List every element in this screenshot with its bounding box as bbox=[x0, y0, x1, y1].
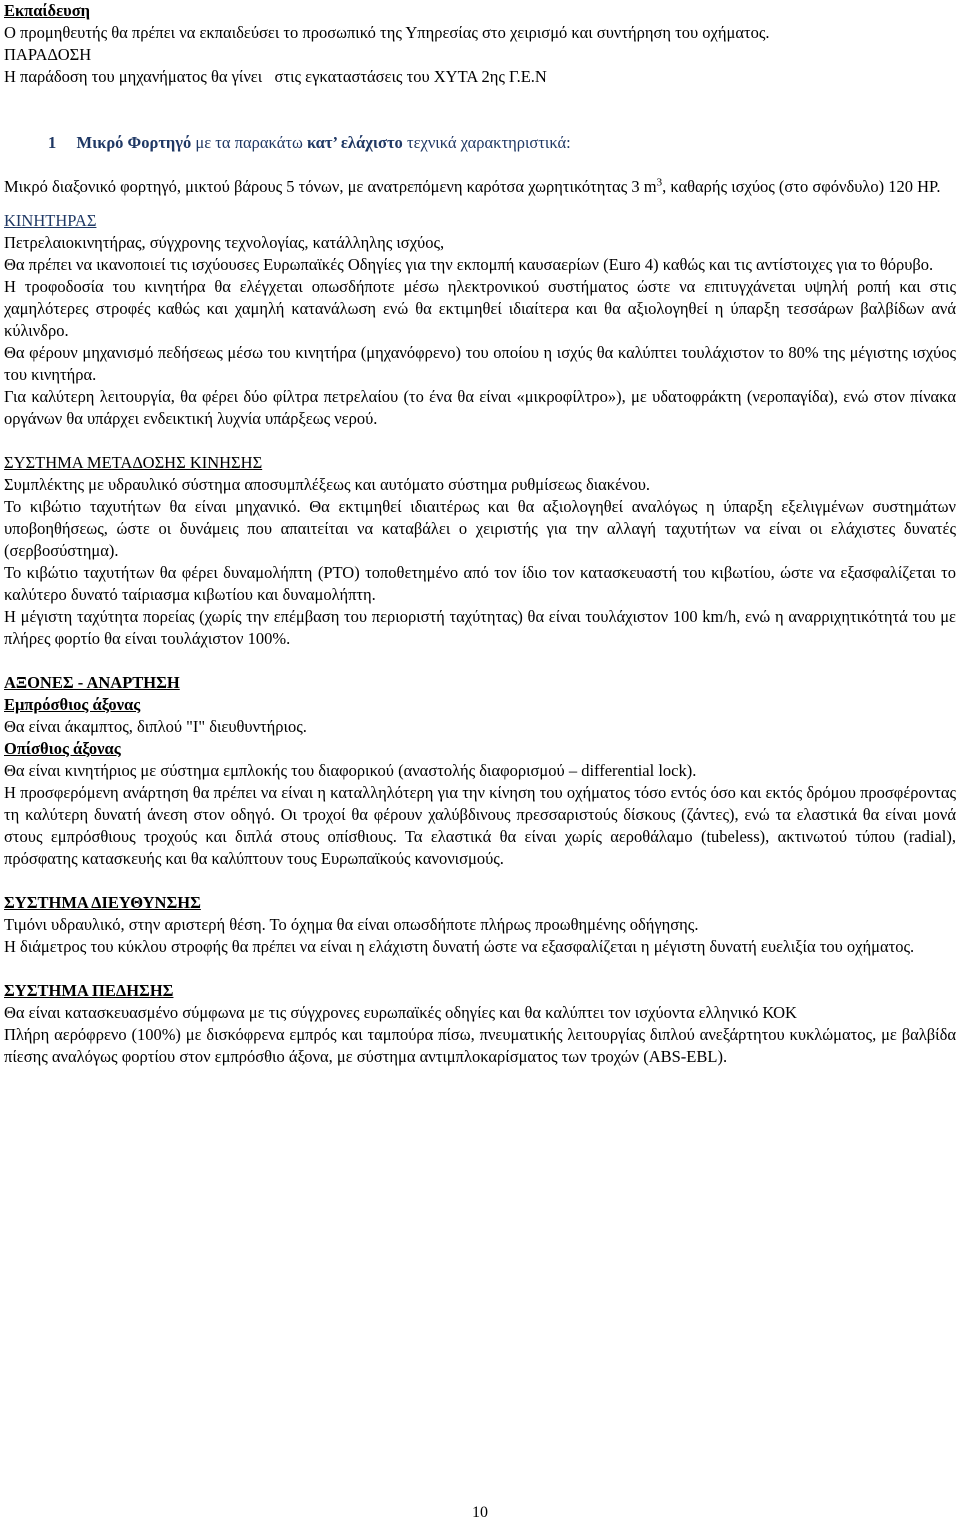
engine-p4: Θα φέρουν μηχανισμό πεδήσεως μέσω του κινητήρα (μηχανόφρενο) του οποίου η ισχύς θα καλύπτει τουλάχιστον το 80% της μέγιστης ισχύος του κινητήρα. bbox=[4, 343, 956, 384]
engine-heading: ΚΙΝΗΤΗΡΑΣ bbox=[4, 211, 97, 230]
item-number: 1 bbox=[48, 133, 57, 152]
rear-axle-text-1: Θα είναι κινητήριος με σύστημα εμπλοκής του διαφορικού (αναστολής διαφορισμού – differential lock). bbox=[4, 761, 697, 780]
engine-p2: Θα πρέπει να ικανοποιεί τις ισχύουσες Ευρωπαϊκές Οδηγίες για την εκπομπή καυσαερίων (Euro 4) καθώς και τις αντίστοιχες για το θόρυβο. bbox=[4, 255, 934, 274]
brakes-p2: Πλήρη αερόφρενο (100%) με δισκόφρενα εμπρός και ταμπούρα πίσω, πνευματικής λειτουργίας διπλού ανεξάρτητου κυκλώματος, με βαλβίδα πίεσης αναλόγως φορτίου στον εμπρόσθιο άξονα, με σύστημα αντιμπλοκαρίσματος των τροχών (ABS-EBL). bbox=[4, 1025, 956, 1066]
intro-text-2: , καθαρής ισχύος (στο σφόνδυλο) 120 HP. bbox=[662, 177, 941, 196]
engine-p5: Για καλύτερη λειτουργία, θα φέρει δύο φίλτρα πετρελαίου (το ένα θα είναι «μικροφίλτρο»), με υδατοφράκτη (νεροπαγίδα), ενώ στον πίνακα οργάνων θα υπάρχει ενδεικτική λυχνία υπάρξεως νερού. bbox=[4, 387, 956, 428]
training-text: Ο προμηθευτής θα πρέπει να εκπαιδεύσει το προσωπικό της Υπηρεσίας στο χειρισμό και συντήρηση του οχήματος. bbox=[4, 23, 770, 42]
brakes-p1: Θα είναι κατασκευασμένο σύμφωνα με τις σύγχρονες ευρωπαϊκές οδηγίες και θα καλύπτει τον ισχύοντα ελληνικό ΚΟΚ bbox=[4, 1003, 797, 1022]
engine-p1: Πετρελαιοκινητήρας, σύγχρονης τεχνολογίας, κατάλληλης ισχύος, bbox=[4, 233, 445, 252]
intro-text bbox=[4, 176, 956, 198]
rear-axle-text-2: Η προσφερόμενη ανάρτηση θα πρέπει να είναι η καταλληλότερη για την κίνηση του οχήματος τόσο εντός όσο και εκτός δρόμου προσφέροντας τη καλύτερη δυνατή άνεση στον οδηγό. Οι τροχοί θα φέρουν χαλύβδινους πρεσσαριστούς δίσκους (ζάντες), ενώ τα ελαστικά θα είναι μονά στους εμπρόσθιους τροχούς και διπλά στους οπίσθιους. Τα ελαστικά θα είναι χωρίς αεροθάλαμο (tubeless), ακτινωτού τύπου (radial), πρόσφατης κατασκευής και θα καλύπτουν τους Ευρωπαϊκούς κανονισμούς. bbox=[4, 783, 956, 868]
intro-text-1: Μικρό διαξονικό φορτηγό, μικτού βάρους 5 τόνων, με ανατρεπόμενη καρότσα χωρητικότητας 3 m bbox=[4, 177, 657, 196]
transmission-p2: Το κιβώτιο ταχυτήτων θα είναι μηχανικό. Θα εκτιμηθεί ιδιαιτέρως και θα αξιολογηθεί αναλόγως η ύπαρξη εξελιγμένων συστημάτων υποβοηθήσεως, ώστε οι δυνάμεις που απαιτείται να καταβάλει ο χειριστής για την αλλαγή ταχυτήτων να είναι οι ελάχιστες δυνατές (σερβοσύστημα). bbox=[4, 497, 956, 560]
delivery-heading: ΠΑΡΑΔΟΣΗ bbox=[4, 45, 92, 64]
steering-p1: Τιμόνι υδραυλικό, στην αριστερή θέση. Το όχημα θα είναι οπωσδήποτε πλήρως προωθημένης οδήγησης. bbox=[4, 915, 699, 934]
axles-heading: ΑΞΟΝΕΣ - ΑΝΑΡΤΗΣΗ bbox=[4, 673, 180, 692]
delivery-text: Η παράδοση του μηχανήματος θα γίνει στις εγκαταστάσεις του ΧΥΤΑ 2ης Γ.Ε.Ν bbox=[4, 67, 547, 86]
brakes-heading: ΣΥΣΤΗΜΑ ΠΕΔΗΣΗΣ bbox=[4, 981, 174, 1000]
item-title bbox=[4, 132, 956, 154]
item-mid: με τα παρακάτω bbox=[191, 133, 307, 152]
training-heading: Εκπαίδευση bbox=[4, 1, 91, 20]
intro-sup: 3 bbox=[656, 176, 663, 189]
page-number: 10 bbox=[472, 1504, 488, 1521]
item-emph: κατ’ ελάχιστο bbox=[306, 133, 403, 152]
engine-p3: Η τροφοδοσία του κινητήρα θα ελέγχεται οπωσδήποτε μέσω ηλεκτρονικού συστήματος ώστε να επιτυγχάνεται υψηλή ροπή και στις χαμηλότερες στροφές καθώς και χαμηλή κατανάλωση ενώ θα εκτιμηθεί ιδιαίτερα και θα αξιολογηθεί η ύπαρξη τεσσάρων βαλβίδων ανά κύλινδρο. bbox=[4, 277, 956, 340]
item-end: τεχνικά χαρακτηριστικά: bbox=[402, 133, 571, 152]
steering-p2: Η διάμετρος του κύκλου στροφής θα πρέπει να είναι η ελάχιστη δυνατή ώστε να εξασφαλίζεται η μέγιστη δυνατή ευελιξία του οχήματος. bbox=[4, 937, 915, 956]
front-axle-heading: Εμπρόσθιος άξονας bbox=[4, 695, 141, 714]
rear-axle-heading: Οπίσθιος άξονας bbox=[4, 739, 121, 758]
item-name: Μικρό Φορτηγό bbox=[76, 133, 192, 152]
transmission-p3: Το κιβώτιο ταχυτήτων θα φέρει δυναμολήπτη (PTO) τοποθετημένο από τον ίδιο τον κατασκευαστή του κιβωτίου, ώστε να εξασφαλίζεται το καλύτερο δυνατό ταίριασμα κιβωτίου και δυναμολήπτη. bbox=[4, 563, 956, 604]
transmission-heading: ΣΥΣΤΗΜΑ ΜΕΤΑΔΟΣΗΣ ΚΙΝΗΣΗΣ bbox=[4, 453, 263, 472]
front-axle-text: Θα είναι άκαμπτος, διπλού "I" διευθυντήριος. bbox=[4, 717, 307, 736]
transmission-p1: Συμπλέκτης με υδραυλικό σύστημα αποσυμπλέξεως και αυτόματο σύστημα ρυθμίσεως διακένου. bbox=[4, 475, 651, 494]
transmission-p4: Η μέγιστη ταχύτητα πορείας (χωρίς την επέμβαση του περιοριστή ταχύτητας) θα είναι τουλάχιστον 100 km/h, ενώ η αναρριχητικότητά του με πλήρες φορτίο θα είναι τουλάχιστον 100%. bbox=[4, 607, 956, 648]
steering-heading: ΣΥΣΤΗΜΑ ΔΙΕΥΘΥΝΣΗΣ bbox=[4, 893, 201, 912]
